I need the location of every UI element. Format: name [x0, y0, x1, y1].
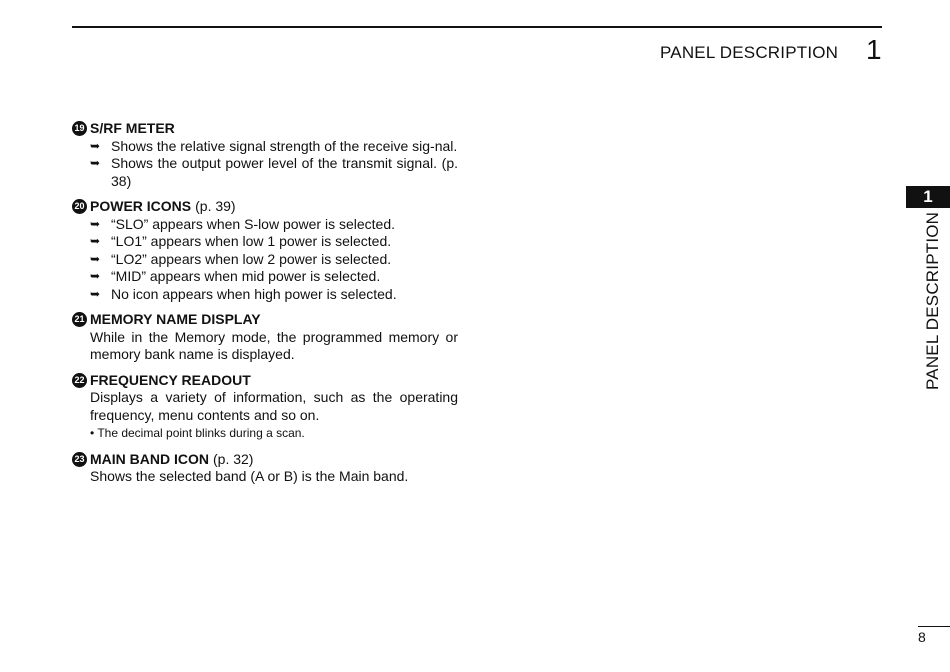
section-note: • The decimal point blinks during a scan. — [90, 426, 305, 440]
circled-number-21-icon: 21 — [72, 312, 87, 327]
section-memory-name-display — [72, 311, 458, 364]
arrow-bullet-icon: ➥ — [90, 216, 101, 231]
bullet-item: ➥ No icon appears when high power is selected. — [90, 285, 397, 302]
circled-number-19-icon: 19 — [72, 121, 87, 136]
section-title: S/RF METER — [90, 120, 175, 136]
arrow-bullet-icon: ➥ — [90, 234, 101, 248]
chapter-number: 1 — [866, 34, 882, 65]
bullet-item: ➥ “SLO” appears when S-low power is selected. — [90, 215, 396, 232]
circled-number-20-icon: 20 — [72, 199, 87, 214]
section-title: FREQUENCY READOUT — [90, 371, 251, 388]
section-description: Displays a variety of information, such as the operating frequency, menu contents and so on. — [90, 389, 458, 423]
section-title: MAIN BAND ICON — [90, 450, 209, 467]
header-rule — [72, 26, 882, 28]
page-header-title: PANEL DESCRIPTION — [660, 43, 839, 62]
footer-rule — [918, 626, 950, 627]
section-description: While in the Memory mode, the programmed memory or memory bank name is displayed. — [90, 328, 458, 362]
bullet-item: ➥ “LO2” appears when low 2 power is selected. — [90, 250, 392, 267]
chapter-tab-label: PANEL DESCRIPTION — [923, 211, 942, 390]
main-content — [72, 120, 458, 494]
bullet-item: ➥ Shows the output power level of the transmit signal. (p. 38) — [90, 155, 458, 189]
page-reference: (p. 39) — [195, 198, 236, 214]
section-main-band-icon — [72, 451, 458, 486]
section-power-icons — [72, 198, 458, 303]
bullet-item: ➥ “MID” appears when mid power is selected. — [90, 268, 381, 284]
page-number: 8 — [918, 629, 926, 645]
section-description: Shows the selected band (A or B) is the Main band. — [90, 468, 409, 484]
section-frequency-readout — [72, 372, 458, 443]
section-title: POWER ICONS — [90, 198, 192, 214]
arrow-bullet-icon: ➥ — [90, 269, 101, 283]
circled-number-23-icon: 23 — [72, 452, 87, 467]
bullet-item: ➥ “LO1” appears when low 1 power is selected. — [90, 233, 392, 249]
arrow-bullet-icon: ➥ — [90, 286, 101, 301]
section-s-rf-meter — [72, 120, 458, 190]
page-reference: (p. 32) — [213, 450, 254, 467]
section-title: MEMORY NAME DISPLAY — [90, 311, 261, 327]
bullet-item: ➥ Shows the relative signal strength of the receive sig-nal. — [90, 137, 458, 154]
circled-number-22-icon: 22 — [72, 373, 87, 388]
chapter-tab: 1 — [906, 186, 950, 208]
arrow-bullet-icon: ➥ — [90, 156, 101, 170]
arrow-bullet-icon: ➥ — [90, 138, 101, 153]
arrow-bullet-icon: ➥ — [90, 251, 101, 266]
